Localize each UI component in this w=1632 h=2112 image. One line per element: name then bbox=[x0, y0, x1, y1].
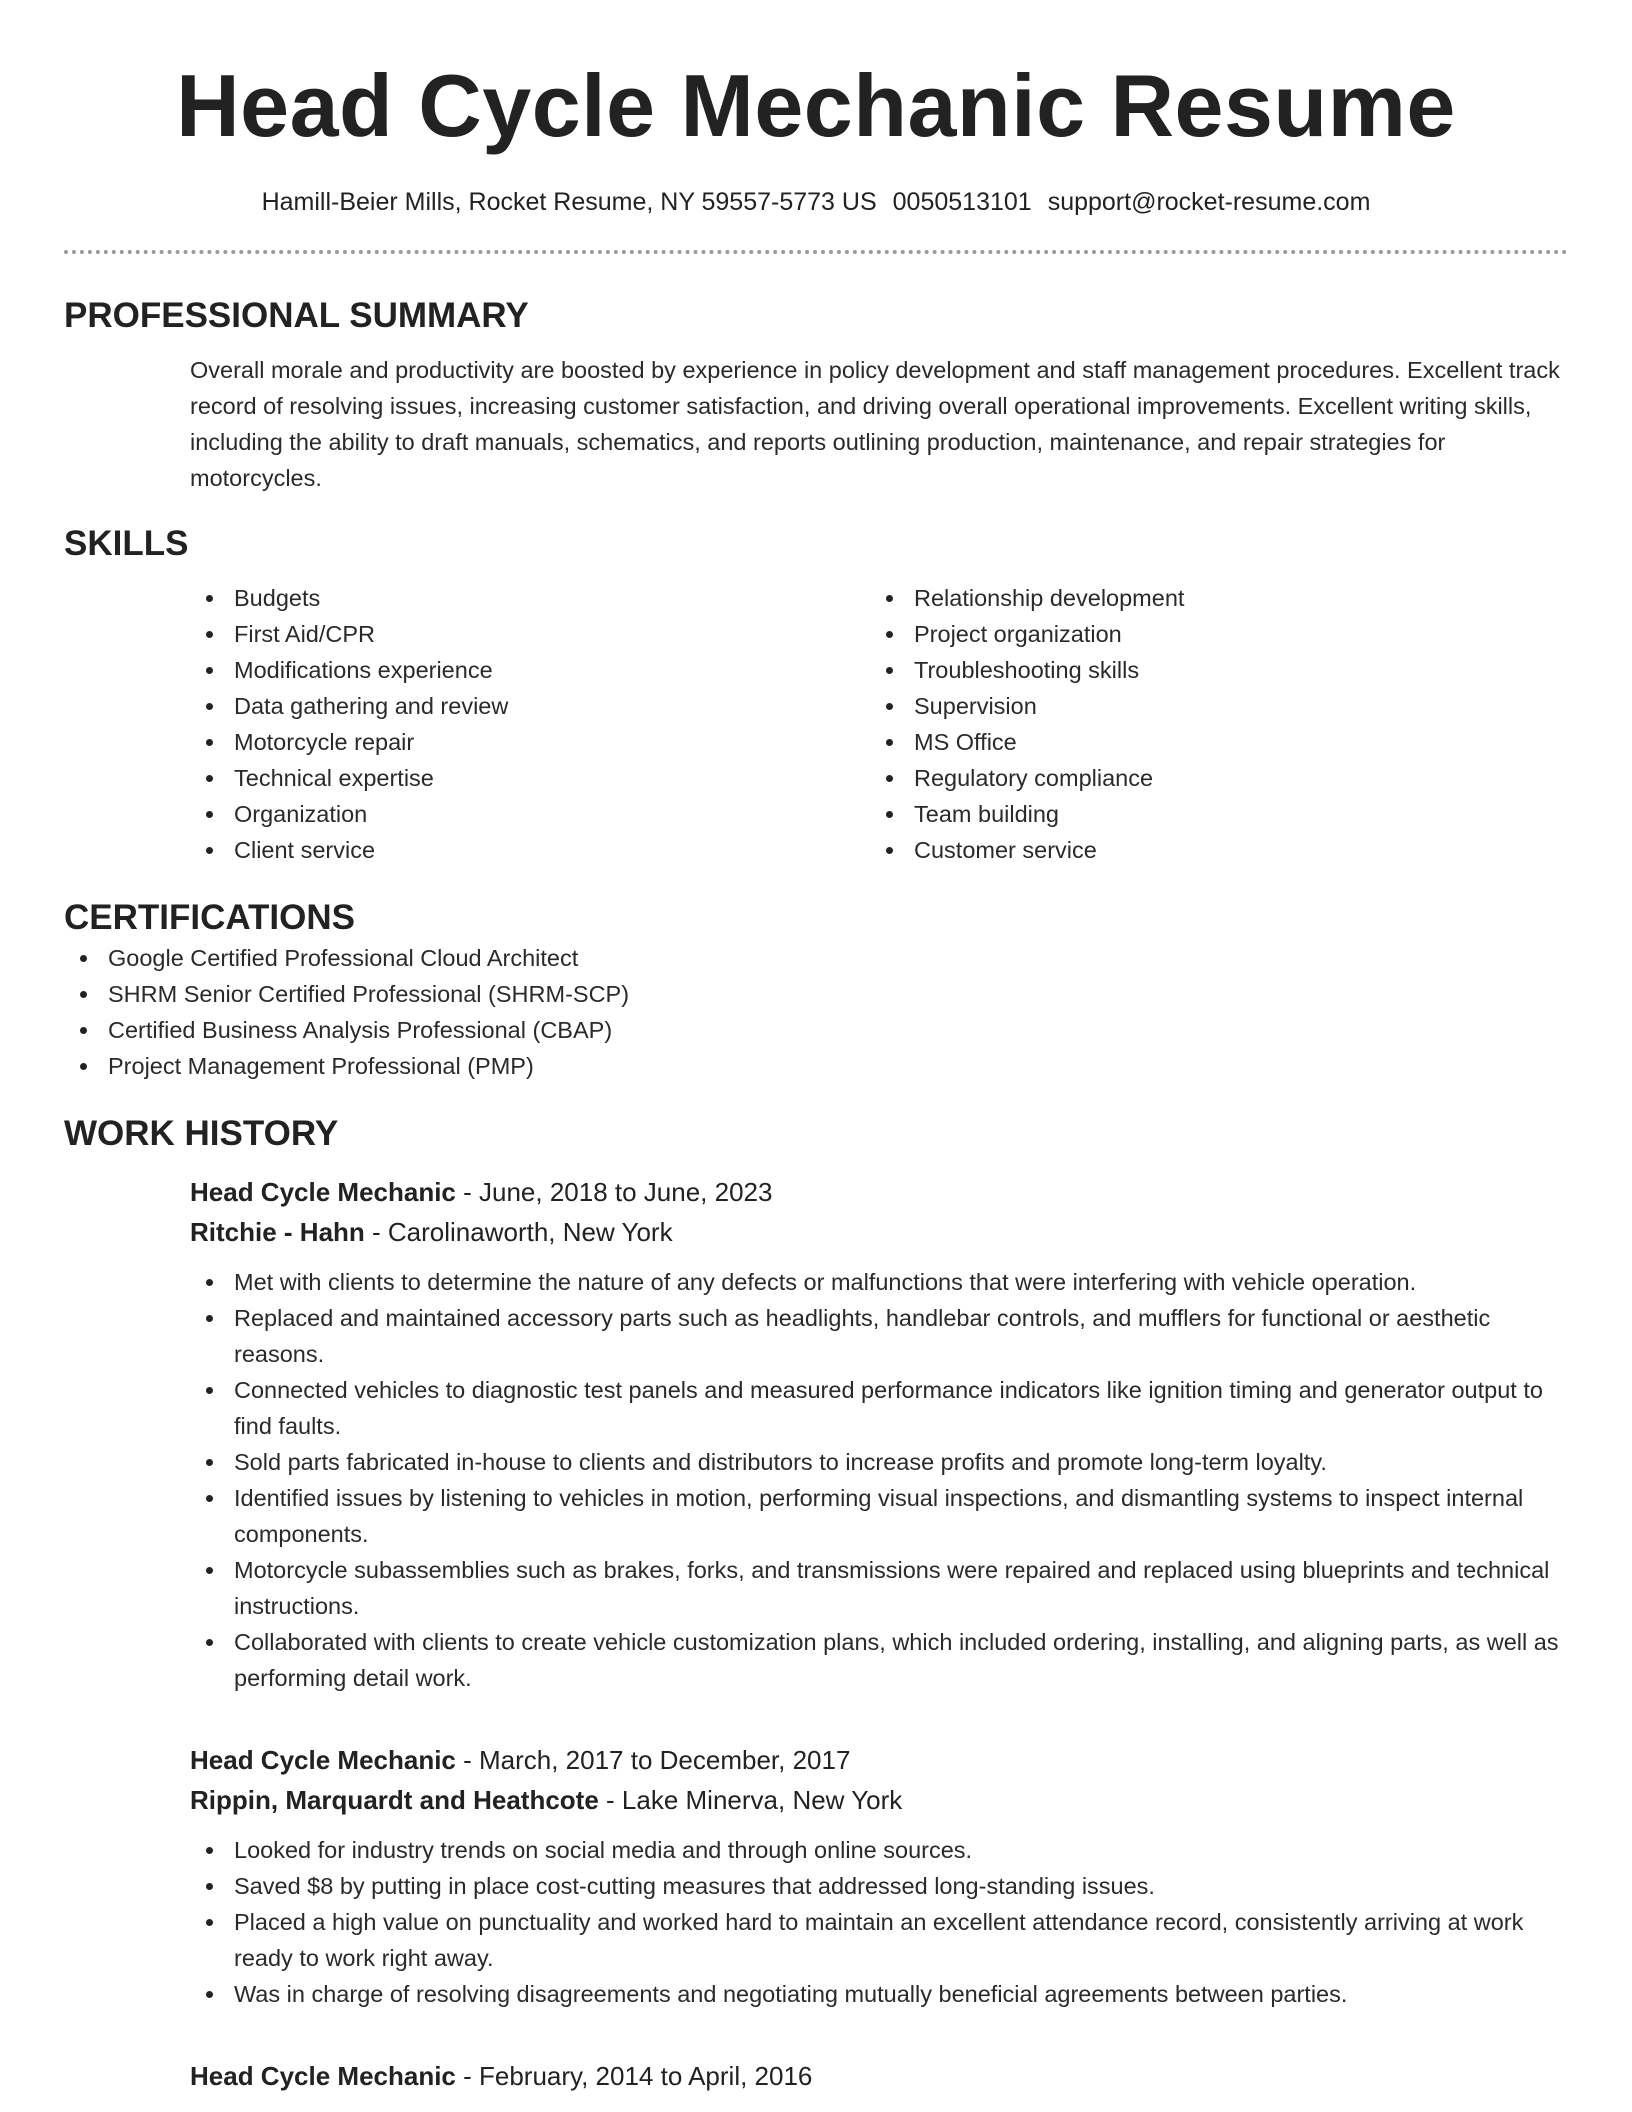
list-item: Collaborated with clients to create vehicle customization plans, which included ordering, installing, and aligning parts, as well as performing detail work. bbox=[190, 1624, 1568, 1696]
list-item: Customer service bbox=[870, 832, 1550, 868]
list-item: Google Certified Professional Cloud Architect bbox=[64, 940, 1568, 976]
job-entry bbox=[190, 1172, 1568, 1696]
list-item: Motorcycle subassemblies such as brakes, forks, and transmissions were repaired and replaced using blueprints and technical instructions. bbox=[190, 1552, 1568, 1624]
job-duties-list bbox=[190, 1832, 1568, 2012]
list-item: Data gathering and review bbox=[190, 688, 870, 724]
skills-heading: SKILLS bbox=[64, 524, 189, 563]
job-company-line bbox=[190, 1212, 1568, 1252]
list-item: Modifications experience bbox=[190, 652, 870, 688]
list-item: Certified Business Analysis Professional (CBAP) bbox=[64, 1012, 1568, 1048]
job-dates: - February, 2014 to April, 2016 bbox=[455, 2061, 813, 2091]
job-company: Ritchie - Hahn bbox=[190, 1217, 365, 1247]
list-item: MS Office bbox=[870, 724, 1550, 760]
list-item: Sold parts fabricated in-house to clients and distributors to increase profits and promote long-term loyalty. bbox=[190, 1444, 1568, 1480]
job-location: - Lake Minerva, New York bbox=[598, 1785, 903, 1815]
job-duties-list bbox=[190, 1264, 1568, 1696]
job-dates: - March, 2017 to December, 2017 bbox=[455, 1745, 851, 1775]
skills-column-left bbox=[190, 580, 870, 868]
job-location: - Carolinaworth, New York bbox=[364, 1217, 673, 1247]
contact-phone: 0050513101 bbox=[892, 188, 1032, 216]
list-item: Client service bbox=[190, 832, 870, 868]
summary-section bbox=[64, 294, 1568, 496]
work-history-heading: WORK HISTORY bbox=[64, 1114, 339, 1153]
job-title-line bbox=[190, 1740, 1568, 1780]
skills-column-right bbox=[870, 580, 1550, 868]
list-item: Technical expertise bbox=[190, 760, 870, 796]
work-history-section bbox=[64, 1112, 1568, 2096]
list-item: Regulatory compliance bbox=[870, 760, 1550, 796]
skills-list-left bbox=[190, 580, 870, 868]
job-title-line bbox=[190, 1172, 1568, 1212]
certifications-section bbox=[64, 896, 1568, 1084]
list-item: Saved $8 by putting in place cost-cutting measures that addressed long-standing issues. bbox=[190, 1868, 1568, 1904]
job-title: Head Cycle Mechanic bbox=[190, 1745, 456, 1775]
list-item: Team building bbox=[870, 796, 1550, 832]
job-title: Head Cycle Mechanic bbox=[190, 1177, 456, 1207]
list-item: Replaced and maintained accessory parts such as headlights, handlebar controls, and mufflers for functional or aesthetic reasons. bbox=[190, 1300, 1568, 1372]
summary-text: Overall morale and productivity are boosted by experience in policy development and staff management procedures. Excellent track record of resolving issues, increasing customer satisfaction, and driving overall operational improvements. Excellent writing skills, including the ability to draft manuals, schematics, and reports outlining production, maintenance, and repair strategies for motorcycles. bbox=[190, 357, 1560, 491]
job-title: Head Cycle Mechanic bbox=[190, 2061, 456, 2091]
list-item: Placed a high value on punctuality and worked hard to maintain an excellent attendance record, consistently arriving at work ready to work right away. bbox=[190, 1904, 1568, 1976]
list-item: Identified issues by listening to vehicles in motion, performing visual inspections, and dismantling systems to inspect internal components. bbox=[190, 1480, 1568, 1552]
list-item: Project organization bbox=[870, 616, 1550, 652]
list-item: Project Management Professional (PMP) bbox=[64, 1048, 1568, 1084]
page-title: Head Cycle Mechanic Resume bbox=[176, 56, 1456, 155]
list-item: Connected vehicles to diagnostic test panels and measured performance indicators like ignition timing and generator output to find faults. bbox=[190, 1372, 1568, 1444]
skills-columns bbox=[190, 580, 1568, 868]
list-item: Motorcycle repair bbox=[190, 724, 870, 760]
job-company: Rippin, Marquardt and Heathcote bbox=[190, 1785, 599, 1815]
jobs-container bbox=[64, 1172, 1568, 2096]
header-divider bbox=[64, 250, 1568, 254]
list-item: SHRM Senior Certified Professional (SHRM-SCP) bbox=[64, 976, 1568, 1012]
certifications-heading: CERTIFICATIONS bbox=[64, 898, 356, 937]
list-item: Relationship development bbox=[870, 580, 1550, 616]
job-entry bbox=[190, 2056, 1568, 2096]
certifications-list bbox=[64, 940, 1568, 1084]
skills-list-right bbox=[870, 580, 1550, 868]
list-item: Troubleshooting skills bbox=[870, 652, 1550, 688]
skills-section bbox=[64, 522, 1568, 868]
list-item: Supervision bbox=[870, 688, 1550, 724]
list-item: First Aid/CPR bbox=[190, 616, 870, 652]
list-item: Budgets bbox=[190, 580, 870, 616]
list-item: Looked for industry trends on social media and through online sources. bbox=[190, 1832, 1568, 1868]
contact-line bbox=[0, 184, 1632, 220]
job-entry bbox=[190, 1740, 1568, 2012]
job-company-line bbox=[190, 1780, 1568, 1820]
summary-heading: PROFESSIONAL SUMMARY bbox=[64, 296, 529, 335]
contact-address: Hamill-Beier Mills, Rocket Resume, NY 59557-5773 US bbox=[261, 188, 877, 216]
job-title-line bbox=[190, 2056, 1568, 2096]
list-item: Was in charge of resolving disagreements and negotiating mutually beneficial agreements between parties. bbox=[190, 1976, 1568, 2012]
list-item: Organization bbox=[190, 796, 870, 832]
contact-email[interactable]: support@rocket-resume.com bbox=[1047, 188, 1371, 216]
list-item: Met with clients to determine the nature of any defects or malfunctions that were interfering with vehicle operation. bbox=[190, 1264, 1568, 1300]
job-dates: - June, 2018 to June, 2023 bbox=[455, 1177, 773, 1207]
